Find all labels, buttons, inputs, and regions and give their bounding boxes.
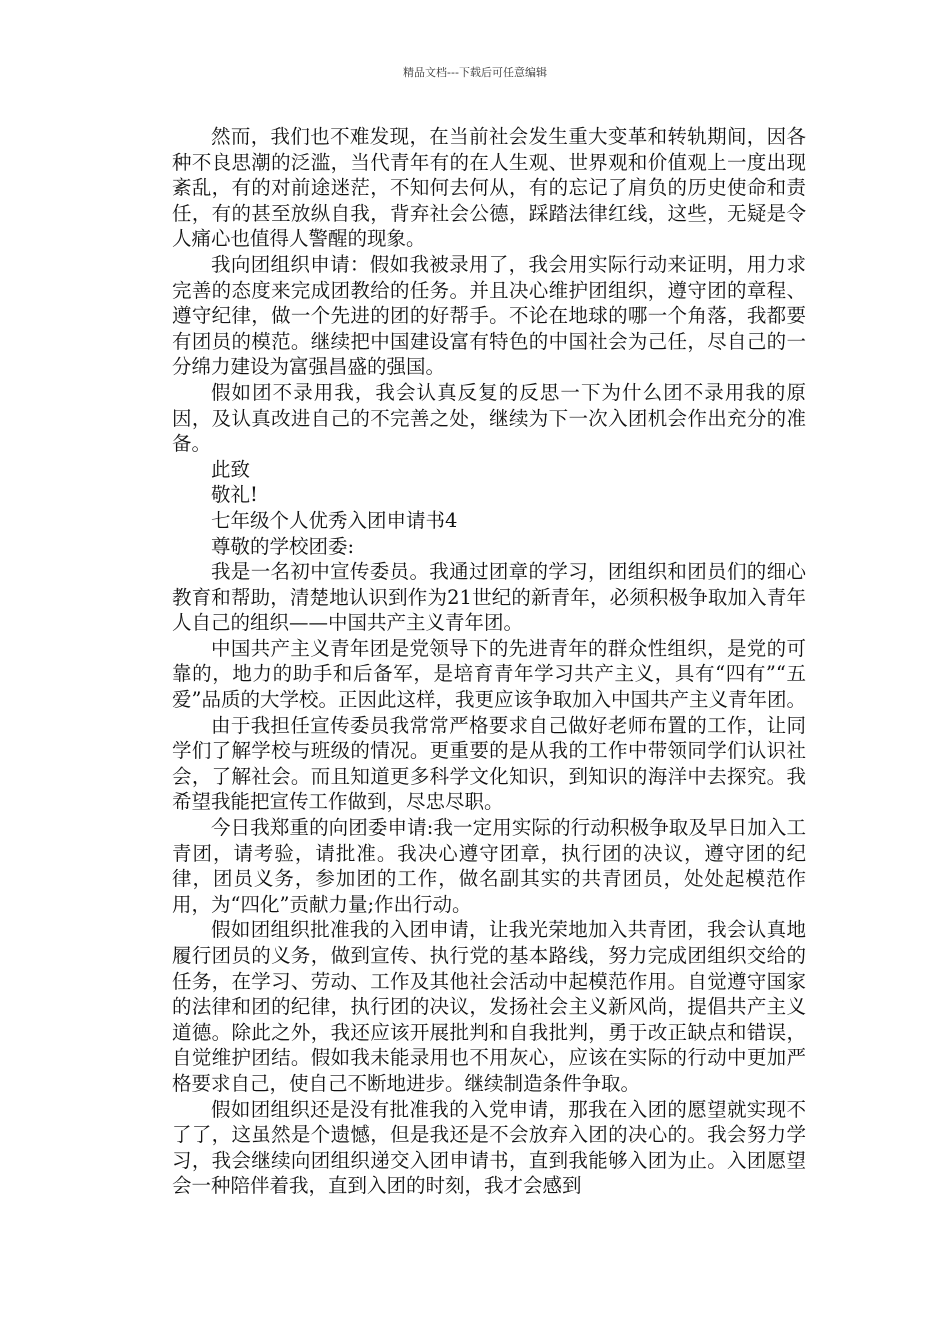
paragraph-2: 我向团组织申请：假如我被录用了，我会用实际行动来证明，用力求完善的态度来完成团教给的任务。并且决心维护团组织，遵守团的章程、遵守纪律，做一个先进的团的好帮手。不论在地球的哪一个角落，我都要有团员的模范。继续把中国建设富有特色的中国社会为己任，尽自己的一分绵力建设为富强昌盛的强国。: [172, 252, 806, 379]
paragraph-1: 然而，我们也不难发现，在当前社会发生重大变革和转轨期间，因各种不良思潮的泛滥，当代青年有的在人生观、世界观和价值观上一度出现紊乱，有的对前途迷茫，不知何去何从，有的忘记了肩负的历史使命和责任，有的甚至放纵自我，背弃社会公德，踩踏法律红线，这些，无疑是令人痛心也值得人警醒的现象。: [172, 125, 806, 251]
document-body: [172, 124, 806, 1199]
paragraph-9: 假如团组织还是没有批准我的入党申请，那我在入团的愿望就实现不了了，这虽然是个遗憾，但是我还是不会放弃入团的决心的。我会努力学习，我会继续向团组织递交入团申请书，直到我能够入团为止。入团愿望会一种陪伴着我，直到入团的时刻，我才会感到: [172, 1097, 806, 1198]
paragraph-4: 我是一名初中宣传委员。我通过团章的学习，团组织和团员们的细心教育和帮助，清楚地认识到作为21世纪的新青年，必须积极争取加入青年人自己的组织——中国共产主义青年团。: [172, 560, 806, 635]
addressee: 尊敬的学校团委:: [211, 534, 355, 558]
paragraph-3: 假如团不录用我，我会认真反复的反思一下为什么团不录用我的原因，及认真改进自己的不完善之处，继续为下一次入团机会作出充分的准备。: [172, 380, 806, 456]
page-header: 精品文档---下载后可任意编辑: [403, 66, 547, 79]
paragraph-7: 今日我郑重的向团委申请:我一定用实际的行动积极争取及早日加入工青团，请考验，请批准。我决心遵守团章，执行团的决议，遵守团的纪律，团员义务，参加团的工作，做名副其实的共青团员，处处起模范作用，为“四化”贡献力量;作出行动。: [172, 816, 806, 916]
salutation-closing: 此致: [211, 457, 251, 481]
salutation-respect: 敬礼!: [211, 483, 258, 507]
paragraph-6: 由于我担任宣传委员我常常严格要求自己做好老师布置的工作，让同学们了解学校与班级的情况。更重要的是从我的工作中带领同学们认识社会，了解社会。而且知道更多科学文化知识，到知识的海洋中去探究。我希望我能把宣传工作做到，尽忠尽职。: [172, 713, 806, 814]
paragraph-8: 假如团组织批准我的入团申请，让我光荣地加入共青团，我会认真地履行团员的义务，做到宣传、执行党的基本路线，努力完成团组织交给的任务，在学习、劳动、工作及其他社会活动中起模范作用。自觉遵守国家的法律和团的纪律，执行团的决议，发扬社会主义新风尚，提倡共产主义道德。除此之外，我还应该开展批判和自我批判，勇于改正缺点和错误，自觉维护团结。假如我未能录用也不用灰心，应该在实际的行动中更加严格要求自己，使自己不断地进步。继续制造条件争取。: [172, 918, 806, 1095]
section-title: 七年级个人优秀入团申请书4: [211, 508, 458, 532]
paragraph-5: 中国共产主义青年团是党领导下的先进青年的群众性组织，是党的可靠的，地力的助手和后备军，是培育青年学习共产主义，具有“四有”“五爱”品质的大学校。正因此这样，我更应该争取加入中国共产主义青年团。: [172, 636, 806, 712]
